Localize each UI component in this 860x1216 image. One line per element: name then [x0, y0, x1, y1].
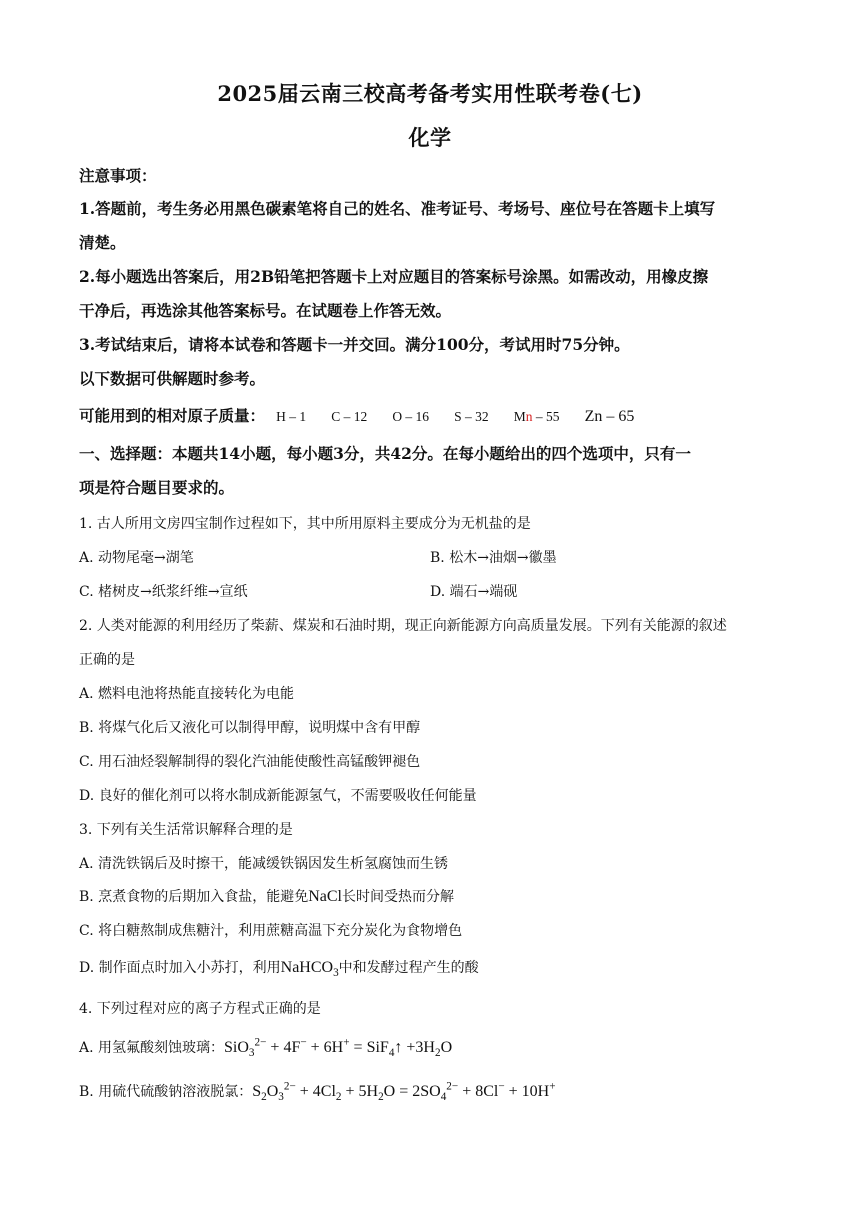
mass-h: H – 1	[276, 409, 307, 424]
section-1-line-1: 一、选择题：本题共14小题，每小题3分，共42分。在每小题给出的四个选项中，只有一	[79, 444, 691, 463]
q4-stem: 4. 下列过程对应的离子方程式正确的是	[79, 1001, 321, 1017]
q4-equation-b: $S_2O_3^{2-} + 4Cl_2 + 5H_2O = 2SO_4^{2-} + 8Cl^- + 10H^+$	[252, 1080, 556, 1104]
note-2-line-1: 2.每小题选出答案后，用2B铅笔把答题卡上对应题目的答案标号涂黑。如需改动，用橡皮擦	[79, 267, 709, 286]
notes-heading: 注意事项：	[79, 166, 157, 185]
q3-option-c: C. 将白糖熬制成焦糖汁，利用蔗糖高温下充分炭化为食物增色	[79, 923, 463, 939]
q2-stem-line-2: 正确的是	[79, 652, 135, 668]
q1-option-b: B. 松木→油烟→徽墨	[430, 550, 557, 566]
q2-option-b: B. 将煤气化后又液化可以制得甲醇，说明煤中含有甲醇	[79, 720, 421, 736]
q3-option-a: A. 清洗铁锅后及时擦干，能减缓铁锅因发生析氢腐蚀而生锈	[79, 856, 449, 872]
note-3: 3.考试结束后，请将本试卷和答题卡一并交回。满分100分，考试用时75分钟。	[79, 335, 630, 354]
q3-option-b: B. 烹煮食物的后期加入食盐，能避免NaCl长时间受热而分解	[79, 888, 454, 905]
q4-option-b: B. 用硫代硫酸钠溶液脱氯：$S_2O_3^{2-} + 4Cl_2 + 5H_2O = 2SO_4^{2-} + 8Cl^- + 10H^+$	[79, 1080, 556, 1104]
q2-option-c: C. 用石油烃裂解制得的裂化汽油能使酸性高锰酸钾褪色	[79, 754, 421, 770]
note-1-line-1: 1.答题前，考生务必用黑色碳素笔将自己的姓名、准考证号、考场号、座位号在答题卡上填写	[79, 199, 716, 218]
q4-option-a: A. 用氢氟酸刻蚀玻璃：SiO$_3^{2-}$ + 4F− + 6H+ = SiF$_4$↑ $+3H_2O$	[79, 1036, 453, 1060]
section-1-line-2: 项是符合题目要求的。	[79, 478, 235, 497]
mass-mn: Mn – 55	[513, 409, 560, 424]
q2-option-a: A. 燃料电池将热能直接转化为电能	[79, 686, 295, 702]
q1-option-a: A. 动物尾毫→湖笔	[79, 550, 194, 566]
note-1-line-2: 清楚。	[79, 233, 126, 252]
atomic-masses	[79, 404, 634, 426]
q2-stem-line-1: 2. 人类对能源的利用经历了柴薪、煤炭和石油时期，现正向新能源方向高质量发展。下列有关能源的叙述	[79, 618, 727, 634]
q3-stem: 3. 下列有关生活常识解释合理的是	[79, 822, 293, 838]
mass-zn: Zn – 65	[584, 408, 635, 425]
subject-title: 化学	[408, 125, 452, 150]
data-note: 以下数据可供解题时参考。	[79, 369, 266, 388]
masses-label: 可能用到的相对原子质量：	[79, 406, 266, 425]
nacl-formula: NaCl	[308, 888, 342, 905]
mass-o: O – 16	[392, 409, 430, 424]
mass-c: C – 12	[331, 409, 368, 424]
mass-s: S – 32	[454, 409, 489, 424]
q4-equation-a: SiO$_3^{2-}$ + 4F− + 6H+ = SiF$_4$↑ $+3H_2O$	[224, 1036, 453, 1060]
note-2-line-2: 干净后，再选涂其他答案标号。在试题卷上作答无效。	[79, 301, 452, 320]
q1-option-d: D. 端石→端砚	[430, 584, 518, 600]
nahco3-formula: NaHCO$_3$	[280, 959, 339, 980]
exam-title: 2025届云南三校高考备考实用性联考卷(七)	[217, 81, 643, 106]
q1-option-c: C. 楮树皮→纸浆纤维→宣纸	[79, 584, 248, 600]
q2-option-d: D. 良好的催化剂可以将水制成新能源氢气，不需要吸收任何能量	[79, 788, 477, 804]
q3-option-d: D. 制作面点时加入小苏打，利用NaHCO$_3$中和发酵过程产生的酸	[79, 959, 479, 980]
q1-stem: 1. 古人所用文房四宝制作过程如下，其中所用原料主要成分为无机盐的是	[79, 516, 531, 532]
